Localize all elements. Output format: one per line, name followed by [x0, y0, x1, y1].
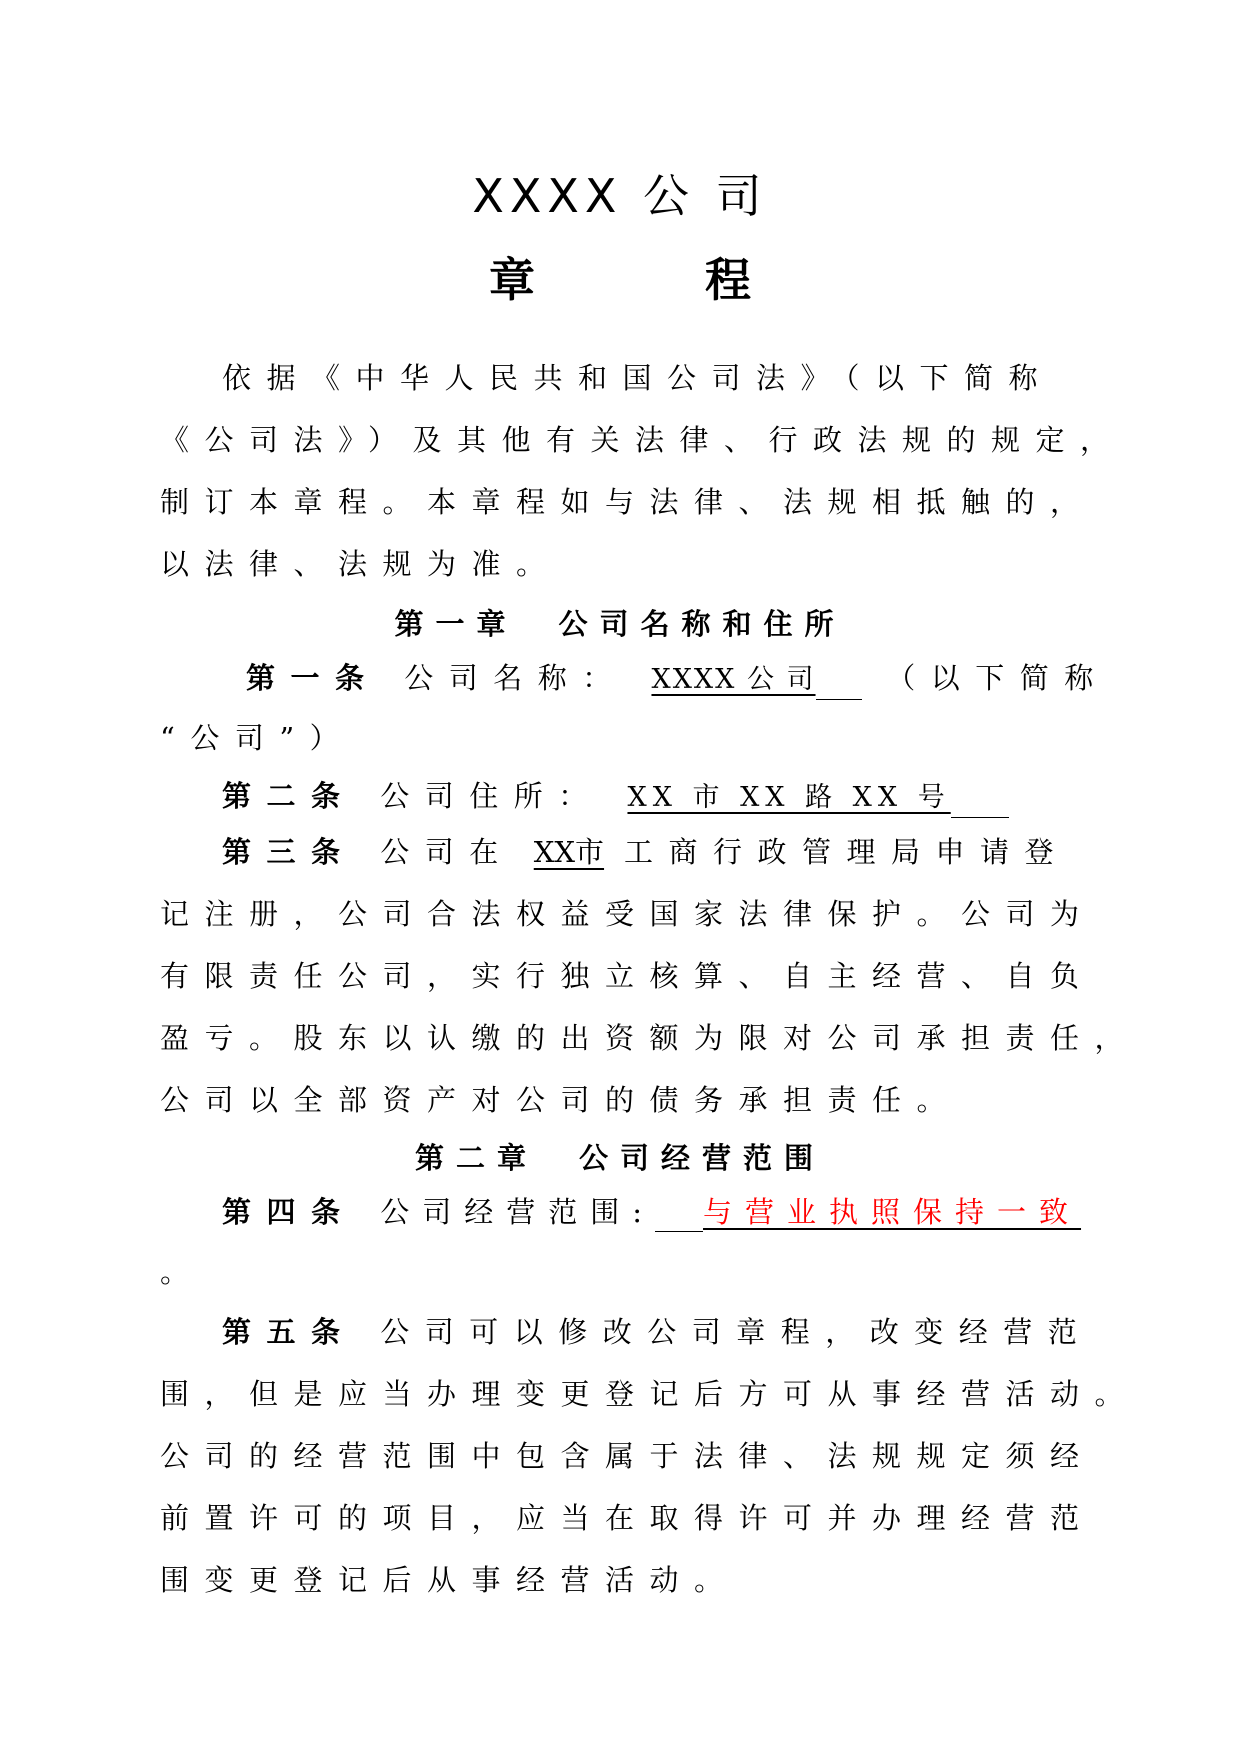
article-1-text: 公司名称：	[404, 661, 627, 695]
registration-city-value: XX市	[533, 835, 605, 869]
preamble-line-1: 依据《中华人民共和国公司法》（以下简称	[222, 361, 1054, 395]
title-char-2: 程	[705, 253, 751, 307]
article-3-text-a: 公司在	[380, 835, 514, 869]
article-3	[222, 832, 1182, 872]
article-4	[222, 1192, 1182, 1232]
article-4-label: 第四条	[222, 1195, 356, 1229]
preamble-line-2: 《公司法》）及其他有关法律、行政法规的规定，	[160, 423, 1125, 457]
article-5-label: 第五条	[222, 1315, 356, 1349]
article-1-label: 第一条	[246, 661, 380, 695]
article-5-line-5: 围变更登记后从事经营活动。	[160, 1563, 739, 1597]
title-char-1: 章	[489, 253, 535, 307]
article-3-line-3: 有限责任公司，实行独立核算、自主经营、自负	[160, 959, 1095, 993]
article-5	[222, 1312, 1182, 1352]
article-3-line-5: 公司以全部资产对公司的债务承担责任。	[160, 1083, 962, 1117]
article-3-text-b: 工商行政管理局申请登	[624, 835, 1070, 869]
article-5-text: 公司可以修改公司章程，改变经营范	[380, 1315, 1093, 1349]
article-3-line-2: 记注册，公司合法权益受国家法律保护。公司为	[160, 897, 1095, 931]
article-1-line-2: “公司”）	[160, 721, 355, 755]
article-1-tail: （以下简称	[886, 661, 1109, 695]
chapter-1-heading: 第一章 公司名称和住所	[394, 607, 846, 641]
article-1	[246, 658, 1206, 700]
article-5-line-4: 前置许可的项目，应当在取得许可并办理经营范	[160, 1501, 1095, 1535]
article-5-line-2: 围，但是应当办理变更登记后方可从事经营活动。	[160, 1377, 1140, 1411]
article-2-text: 公司住所：	[380, 779, 603, 813]
article-3-label: 第三条	[222, 835, 356, 869]
article-4-line-2: 。	[160, 1255, 205, 1289]
preamble-line-3: 制订本章程。本章程如与法律、法规相抵触的，	[160, 485, 1095, 519]
chapter-2-heading: 第二章 公司经营范围	[414, 1141, 825, 1175]
company-name-value: XXXX 公 司	[651, 664, 816, 695]
article-4-text: 公司经营范围:	[380, 1195, 656, 1229]
article-5-line-3: 公司的经营范围中包含属于法律、法规规定须经	[160, 1439, 1095, 1473]
company-address-value: XX 市 XX 路 XX 号	[627, 782, 951, 813]
document-title	[0, 244, 1240, 310]
article-3-line-4: 盈亏。股东以认缴的出资额为限对公司承担责任，	[160, 1021, 1140, 1055]
preamble-line-4: 以法律、法规为准。	[160, 547, 561, 581]
article-2	[222, 776, 1182, 818]
company-title: XXXX 公 司	[472, 169, 768, 223]
article-2-label: 第二条	[222, 779, 356, 813]
business-scope-value: 与营业执照保持一致	[703, 1195, 1082, 1229]
